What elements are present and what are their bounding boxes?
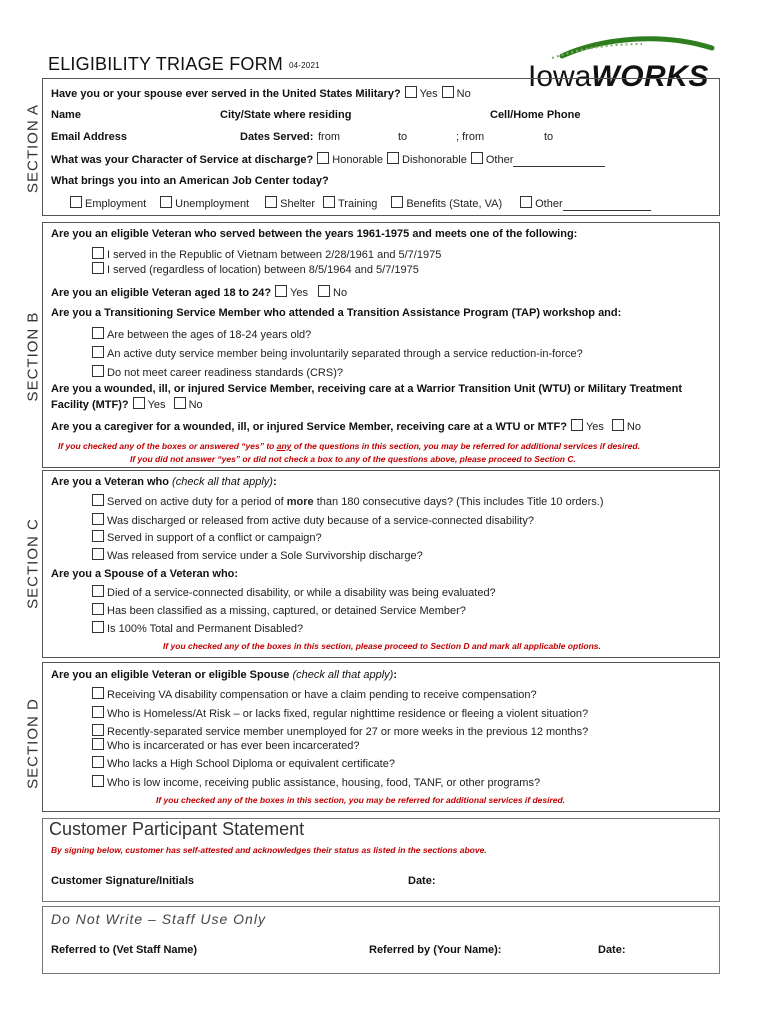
statement-title: Customer Participant Statement xyxy=(49,819,305,839)
spouse-disabled-checkbox[interactable] xyxy=(92,621,104,633)
brings-options: Employment Unemployment Shelter Training Benefits (State, VA) Other xyxy=(66,196,651,211)
wtu-no-checkbox[interactable] xyxy=(174,397,186,409)
section-b-q1-option-1: I served in the Republic of Vietnam between 2/28/1961 and 5/7/1975 xyxy=(88,247,441,262)
section-a-label: SECTION A xyxy=(24,103,42,194)
from-label-1: from xyxy=(318,131,340,143)
no-diploma-checkbox[interactable] xyxy=(92,756,104,768)
active-duty-checkbox[interactable] xyxy=(92,494,104,506)
tap-age-checkbox[interactable] xyxy=(92,327,104,339)
staff-title: Do Not Write – Staff Use Only xyxy=(51,911,266,927)
customer-date-label: Date: xyxy=(408,875,436,887)
section-c-option-4: Was released from service under a Sole Survivorship discharge? xyxy=(88,548,423,563)
section-b-label: SECTION B xyxy=(24,311,42,402)
honorable-checkbox[interactable] xyxy=(317,152,329,164)
section-d-option-2: Who is Homeless/At Risk – or lacks fixed, regular nighttime residence or fleeing a violent situation? xyxy=(88,706,588,721)
dishonorable-checkbox[interactable] xyxy=(387,152,399,164)
homeless-checkbox[interactable] xyxy=(92,706,104,718)
spouse-died-checkbox[interactable] xyxy=(92,585,104,597)
tap-crs-checkbox[interactable] xyxy=(92,365,104,377)
from-label-2: ; from xyxy=(456,131,485,143)
discharged-disability-checkbox[interactable] xyxy=(92,513,104,525)
military-question: Have you or your spouse ever served in the United States Military? Yes No xyxy=(51,88,471,100)
city-state-label: City/State where residing xyxy=(220,109,352,121)
section-b-q1-option-2: I served (regardless of location) between 8/5/1964 and 5/7/1975 xyxy=(88,262,419,277)
military-no-checkbox[interactable] xyxy=(442,86,454,98)
logo-text-works: WORKS xyxy=(591,60,709,93)
logo-text-iowa: Iowa xyxy=(528,60,592,93)
section-c-option-3: Served in support of a conflict or campaign? xyxy=(88,530,322,545)
section-c-option-2: Was discharged or released from active duty because of a service-connected disability? xyxy=(88,513,534,528)
email-label: Email Address xyxy=(51,131,128,143)
section-b-q3-option-3: Do not meet career readiness standards (CRS)? xyxy=(88,365,343,380)
to-label-2: to xyxy=(544,131,554,143)
section-b-q3: Are you a Transitioning Service Member who attended a Transition Assistance Program (TAP) workshop and: xyxy=(51,307,622,319)
customer-signature-label: Customer Signature/Initials xyxy=(51,875,195,887)
brings-other-field[interactable] xyxy=(563,200,651,211)
unemployment-checkbox[interactable] xyxy=(160,196,172,208)
section-b-q4-line-2: Facility (MTF)? Yes No xyxy=(51,399,203,411)
incarcerated-checkbox[interactable] xyxy=(92,738,104,750)
section-c-spouse-option-1: Died of a service-connected disability, or while a disability was being evaluated? xyxy=(88,585,496,600)
section-c-spouse-option-3: Is 100% Total and Permanent Disabled? xyxy=(88,621,303,636)
section-c-option-1: Served on active duty for a period of more than 180 consecutive days? (This includes Title 10 orders.) xyxy=(88,494,604,509)
va-disability-checkbox[interactable] xyxy=(92,687,104,699)
section-b-q5: Are you a caregiver for a wounded, ill, or injured Service Member, receiving care at a WTU or MTF? Yes No xyxy=(51,421,641,433)
referred-by-label: Referred by (Your Name): xyxy=(369,944,502,956)
military-yes-checkbox[interactable] xyxy=(405,86,417,98)
vietnam-checkbox[interactable] xyxy=(92,247,104,259)
served-1964-checkbox[interactable] xyxy=(92,262,104,274)
benefits-checkbox[interactable] xyxy=(391,196,403,208)
section-d-option-3: Recently-separated service member unemployed for 27 or more weeks in the previous 12 months? xyxy=(88,724,588,739)
section-d-option-6: Who is low income, receiving public assistance, housing, food, TANF, or other programs? xyxy=(88,775,540,790)
aged-no-checkbox[interactable] xyxy=(318,285,330,297)
form-title: ELIGIBILITY TRIAGE FORM 04-2021 xyxy=(48,54,320,74)
statement-note: By signing below, customer has self-attested and acknowledges their status as listed in the sections above. xyxy=(51,845,487,855)
character-other-field[interactable] xyxy=(513,156,605,167)
name-label: Name xyxy=(51,109,81,121)
caregiver-yes-checkbox[interactable] xyxy=(571,419,583,431)
sole-survivor-checkbox[interactable] xyxy=(92,548,104,560)
referred-to-label: Referred to (Vet Staff Name) xyxy=(51,944,198,956)
unemployed-27-weeks-checkbox[interactable] xyxy=(92,724,104,736)
staff-date-label: Date: xyxy=(598,944,626,956)
aged-yes-checkbox[interactable] xyxy=(275,285,287,297)
low-income-checkbox[interactable] xyxy=(92,775,104,787)
section-c-q1: Are you a Veteran who (check all that apply): xyxy=(51,476,277,488)
spouse-missing-checkbox[interactable] xyxy=(92,603,104,615)
section-d-option-5: Who lacks a High School Diploma or equivalent certificate? xyxy=(88,756,395,771)
section-d-option-1: Receiving VA disability compensation or have a claim pending to receive compensation? xyxy=(88,687,537,702)
section-d-note: If you checked any of the boxes in this section, you may be referred for additional services if desired. xyxy=(156,795,566,805)
section-d-option-4: Who is incarcerated or has ever been incarcerated? xyxy=(88,738,360,753)
caregiver-no-checkbox[interactable] xyxy=(612,419,624,431)
character-question: What was your Character of Service at discharge? Honorable Dishonorable Other xyxy=(51,152,605,167)
section-c-note: If you checked any of the boxes in this section, please proceed to Section D and mark all applicable options. xyxy=(163,641,601,651)
character-other-checkbox[interactable] xyxy=(471,152,483,164)
dates-served-label: Dates Served: xyxy=(240,131,314,143)
section-c-label: SECTION C xyxy=(24,518,42,609)
employment-checkbox[interactable] xyxy=(70,196,82,208)
section-c-spouse-option-2: Has been classified as a missing, captured, or detained Service Member? xyxy=(88,603,466,618)
section-b-q3-option-2: An active duty service member being involuntarily separated through a service reduction-in-force? xyxy=(88,346,583,361)
conflict-campaign-checkbox[interactable] xyxy=(92,530,104,542)
form-version: 04-2021 xyxy=(289,60,320,70)
phone-label: Cell/Home Phone xyxy=(490,109,581,121)
section-b-q1: Are you an eligible Veteran who served between the years 1961-1975 and meets one of the following: xyxy=(51,228,578,240)
section-c-q2: Are you a Spouse of a Veteran who: xyxy=(51,568,239,580)
section-b-q2: Are you an eligible Veteran aged 18 to 24? Yes No xyxy=(51,287,348,299)
brings-question: What brings you into an American Job Center today? xyxy=(51,175,329,187)
tap-rif-checkbox[interactable] xyxy=(92,346,104,358)
section-b-note-2: If you did not answer “yes” or did not check a box to any of the questions above, please proceed to Section C. xyxy=(130,454,576,464)
to-label-1: to xyxy=(398,131,408,143)
shelter-checkbox[interactable] xyxy=(265,196,277,208)
wtu-yes-checkbox[interactable] xyxy=(133,397,145,409)
section-d-label: SECTION D xyxy=(24,698,42,789)
section-b-note-1: If you checked any of the boxes or answered “yes” to any of the questions in this section, you may be referred for additional services if desired. xyxy=(58,441,640,451)
section-b-q3-option-1: Are between the ages of 18-24 years old? xyxy=(88,327,311,342)
brings-other-checkbox[interactable] xyxy=(520,196,532,208)
section-d-q1: Are you an eligible Veteran or eligible Spouse (check all that apply): xyxy=(51,669,398,681)
training-checkbox[interactable] xyxy=(323,196,335,208)
section-b-q4-line-1: Are you a wounded, ill, or injured Service Member, receiving care at a Warrior Transition Unit (WTU) or Military Treatment xyxy=(51,383,683,395)
